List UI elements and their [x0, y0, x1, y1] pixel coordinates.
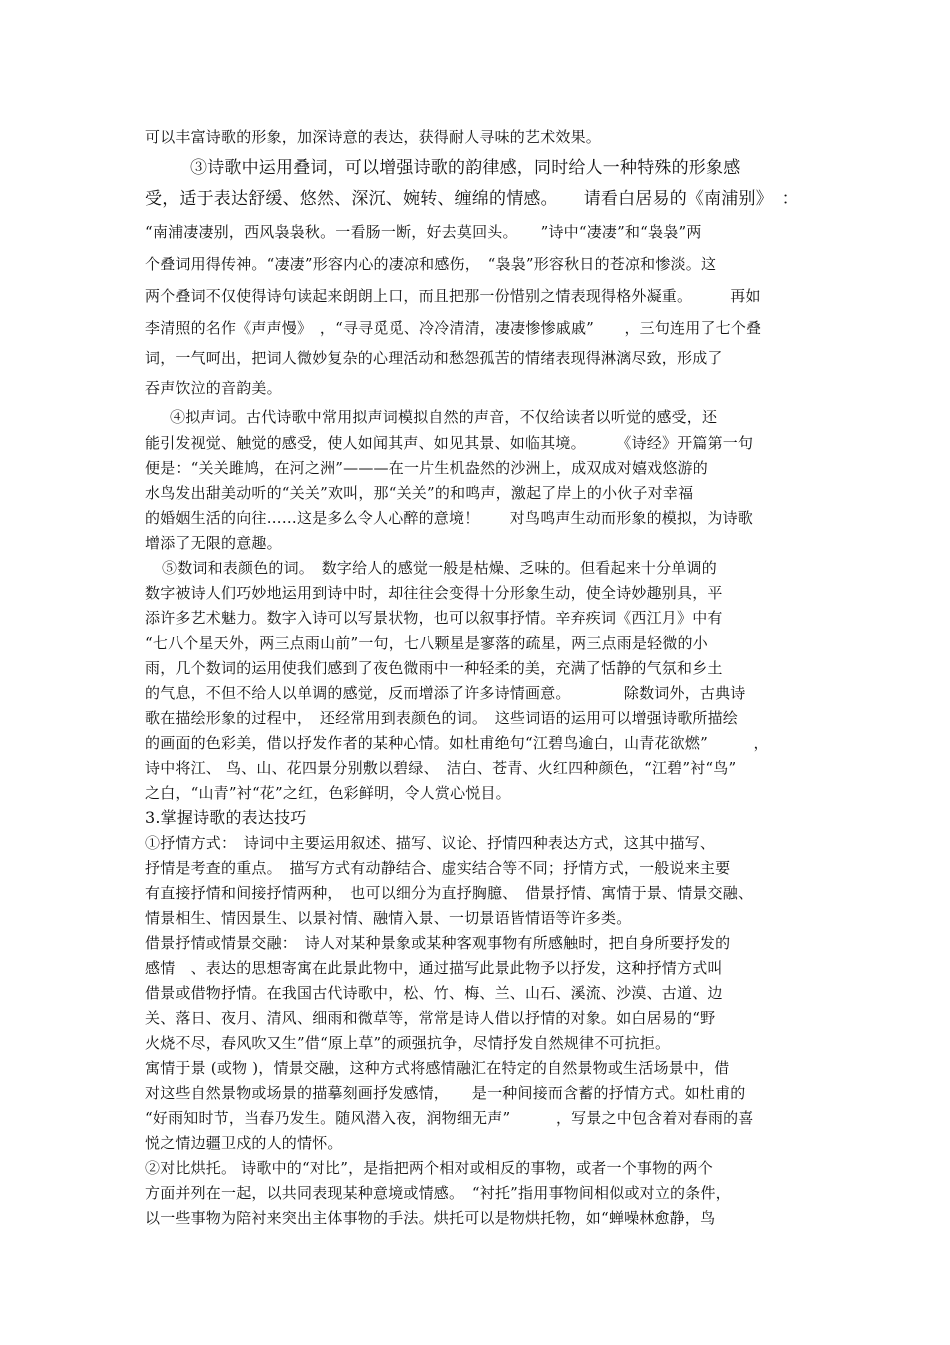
text-line: 能引发视觉、触觉的感受，使人如闻其声、如见其景、如临其境。 《诗经》开篇第一句 [145, 434, 754, 452]
text-line: 歌在描绘形象的过程中， 还经常用到表颜色的词。 这些词语的运用可以增强诗歌所描绘 [145, 709, 739, 727]
text-line: “南浦凄凄别，西风袅袅秋。一看肠一断，好去莫回头。 ”诗中“凄凄”和“袅袅”两 [145, 223, 702, 241]
text-line: 方面并列在一起，以共同表现某种意境或情感。 “衬托”指用事物间相似或对立的条件， [145, 1184, 731, 1202]
text-line: 可以丰富诗歌的形象，加深诗意的表达，获得耐人寻味的艺术效果。 [145, 128, 602, 146]
text-line: 借景抒情或情景交融： 诗人对某种景象或某种客观事物有所感触时，把自身所要抒发的 [145, 934, 731, 952]
text-line: 情景相生、情因景生、以景衬情、融情入景、一切景语皆情语等许多类。 [145, 909, 632, 927]
text-line: 受，适于表达舒缓、悠然、深沉、婉转、缠绵的情感。 请看白居易的《南浦别》 ： [145, 189, 799, 209]
text-line: 两个叠词不仅使得诗句读起来朗朗上口，而且把那一份惜别之情表现得格外凝重。 再如 [145, 287, 761, 305]
text-line: 之白，“山青”衬“花”之红，色彩鲜明，令人赏心悦目。 [145, 784, 511, 802]
text-line: 李清照的名作《声声慢》 ，“寻寻觅觅、冷冷清清，凄凄惨惨戚戚” ，三句连用了七个叠 [145, 319, 762, 337]
text-line: 数字被诗人们巧妙地运用到诗中时，却往往会变得十分形象生动，使全诗妙趣别具，平 [145, 584, 723, 602]
text-line: 关、落日、夜月、清风、细雨和微草等，常常是诗人借以抒情的对象。如白居易的“野 [145, 1009, 716, 1027]
text-line: 寓情于景 (或物 )，情景交融，这种方式将感情融汇在特定的自然景物或生活场景中，借 [145, 1059, 730, 1077]
text-line: 便是：“关关雎鸠，在河之洲”———在一片生机盎然的沙洲上，成双成对嬉戏悠游的 [145, 459, 708, 477]
text-line: 词，一气呵出，把词人微妙复杂的心理活动和愁怨孤苦的情绪表现得淋漓尽致，形成了 [145, 349, 723, 367]
text-line: ④拟声词。古代诗歌中常用拟声词模拟自然的声音，不仅给读者以听觉的感受，还 [170, 408, 718, 426]
text-line: 增添了无限的意趣。 [145, 534, 282, 552]
text-line: 对这些自然景物或场景的描摹刻画抒发感情， 是一种间接而含蓄的抒情方式。如杜甫的 [145, 1084, 746, 1102]
text-line: 添许多艺术魅力。数字入诗可以写景状物，也可以叙事抒情。辛弃疾词《西江月》中有 [145, 609, 723, 627]
text-line: ⑤数词和表颜色的词。 数字给人的感觉一般是枯燥、乏味的。但看起来十分单调的 [162, 559, 717, 577]
text-line: 有直接抒情和间接抒情两种， 也可以细分为直抒胸臆、 借景抒情、寓情于景、情景交融、 [145, 884, 754, 902]
text-line: 诗中将江、 鸟、山、花四景分别敷以碧绿、 洁白、苍青、火红四种颜色，“江碧”衬“鸟” [145, 759, 737, 777]
text-line: “七八个星天外，两三点雨山前”一句，七八颗星是寥落的疏星，两三点雨是轻微的小 [145, 634, 708, 652]
text-line: 火烧不尽，春风吹又生”借“原上草”的顽强抗争，尽情抒发自然规律不可抗拒。 [145, 1034, 671, 1052]
text-line: 的婚姻生活的向往……这是多么令人心醉的意境！ 对鸟鸣声生动而形象的模拟，为诗歌 [145, 509, 754, 527]
text-line: 感情 、表达的思想寄寓在此景此物中，通过描写此景此物予以抒发，这种抒情方式叫 [145, 959, 723, 977]
text-line: 抒情是考查的重点。 描写方式有动静结合、虚实结合等不同；抒情方式，一般说来主要 [145, 859, 731, 877]
text-line: 的气息，不但不给人以单调的感觉，反而增添了许多诗情画意。 除数词外，古典诗 [145, 684, 746, 702]
text-line: ②对比烘托。 诗歌中的“对比”，是指把两个相对或相反的事物，或者一个事物的两个 [145, 1159, 713, 1177]
text-line: 吞声饮泣的音韵美。 [145, 379, 282, 397]
text-line: 水鸟发出甜美动听的“关关”欢叫，那“关关”的和鸣声，激起了岸上的小伙子对幸福 [145, 484, 694, 502]
text-line: 个叠词用得传神。“凄凄”形容内心的凄凉和感伤， “袅袅”形容秋日的苍凉和惨淡。这 [145, 255, 717, 273]
text-line: ①抒情方式： 诗词中主要运用叙述、描写、议论、抒情四种表达方式，这其中描写、 [145, 834, 716, 852]
text-line: 悦之情边疆卫戍的人的情怀。 [145, 1134, 343, 1152]
section-heading: 3.掌握诗歌的表达技巧 [145, 808, 307, 827]
text-line: 以一些事物为陪衬来突出主体事物的手法。烘托可以是物烘托物，如“蝉噪林愈静，鸟 [145, 1209, 716, 1227]
text-line: ③诗歌中运用叠词，可以增强诗歌的韵律感，同时给人一种特殊的形象感 [190, 158, 741, 178]
text-line: 的画面的色彩美，借以抒发作者的某种心情。如杜甫绝句“江碧鸟逾白，山青花欲燃” ， [145, 734, 769, 752]
text-line: 借景或借物抒情。在我国古代诗歌中，松、竹、梅、兰、山石、溪流、沙漠、古道、边 [145, 984, 723, 1002]
text-line: “好雨知时节，当春乃发生。随风潜入夜，润物细无声” ，写景之中包含着对春雨的喜 [145, 1109, 754, 1127]
text-line: 雨，几个数词的运用使我们感到了夜色微雨中一种轻柔的美，充满了恬静的气氛和乡土 [145, 659, 723, 677]
